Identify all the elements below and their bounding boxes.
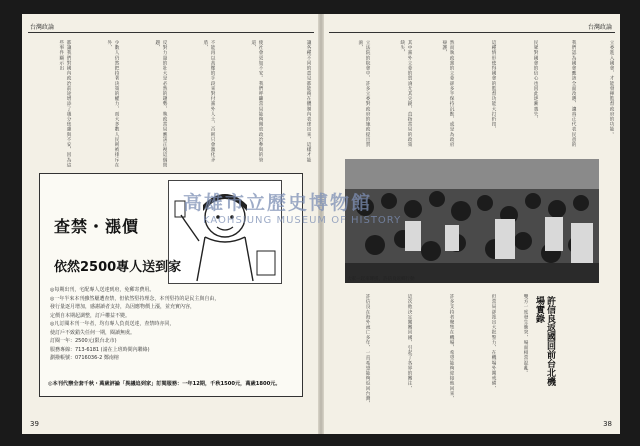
page-number-left: 39 [30, 420, 39, 428]
left-page [22, 14, 319, 434]
ad-line: ◎一年半來本刊雖然屢遭查禁，但依然堅持理念，本刊堅持的是民主與自由， [50, 295, 220, 302]
text-column: 反對力量的壯大是必然的趨勢，執政當局應該正視這個問題， [154, 40, 167, 168]
ad-line: 定價自本期起調整，訂戶權益不變。 [50, 312, 131, 319]
ad-line: 訂閱一年：2500元(限台北市) [50, 338, 117, 344]
article-title: 許信良返國回前台北機場實錄 [534, 296, 555, 386]
header-rule [329, 32, 615, 33]
ad-footer: ◎本刊代辦全套千秋・萬歲評論「異議追到家」訂閱服務：一年12期，千秋1500元，萬歲1800元。 [48, 381, 281, 387]
text-column: 民眾對國會的信心也因此逐漸喪失， [533, 40, 538, 122]
text-column: 我們認為國會應該全面改選，讓真正代表民意的 [571, 40, 576, 148]
ad-body [50, 286, 290, 363]
watermark-title: 高雄市立歷史博物館 [183, 192, 373, 214]
text-column: 其中黨外立委的質詢尤其尖銳，直指當局的政策缺失， [399, 40, 412, 148]
ad-subheadline: 依然2500專人送到家 [54, 260, 182, 275]
article-title-box [533, 296, 583, 392]
ad-line: ◎每期出刊，宅配專人送達到府，免郵寄費用。 [50, 287, 155, 293]
text-column: 讓各種不同的意見都能夠在體制內表達出來，這樣才能 [306, 40, 311, 163]
ad-line: 使訂戶不致錯失任何一期，閱讀無虞。 [50, 329, 136, 336]
text-column: 這種情形使得國會的監督功能大打折扣， [491, 40, 496, 132]
ad-headline: 查禁・漲價 [54, 217, 140, 236]
page-number-right: 38 [603, 420, 612, 428]
text-column: 立法院的院會中，許多立委對政府的施政提出質詢， [357, 40, 370, 148]
left-page-header: 台灣政論 [30, 24, 55, 31]
ad-line: 服務專線：713-6181 (請在上班時間內聯絡) [50, 346, 150, 353]
text-column: 許信良在海外流亡多年，一直希望能夠返回台灣， [365, 294, 370, 407]
ad-line: ◎凡訂閱本刊一年者，均有專人負責送達，查禁時亦同， [50, 321, 175, 327]
right-page-header: 台灣政論 [587, 24, 612, 31]
crowd-photo [345, 159, 599, 283]
text-column: 雙方一度發生衝突，場面相當混亂。 [523, 294, 528, 376]
right-page [323, 14, 620, 434]
header-rule [28, 32, 314, 33]
ad-line: 發行量逐月增加，感謝讀者支持，為因應物價上漲，並充實內容， [50, 304, 196, 310]
text-column: 但當局卻派出大批警力，在機場外圍戒備， [491, 294, 496, 391]
text-column: 然而執政黨的立委卻多半保持沉默，或是為政府辯護， [441, 40, 454, 148]
subscription-ad [39, 173, 303, 397]
magazine-spread [22, 14, 620, 434]
text-column: 不能再以高壓的手段來對付黨外人士，否則只會激化矛盾， [202, 40, 215, 163]
text-column: 使社會更加不安。我們呼籲當局能夠開放政治參與的管道， [250, 40, 263, 163]
text-column: 都讓我們對國內政治前途增添了幾分焦慮與不安，因為這些事件顯示出 [58, 40, 71, 168]
ad-line: 劃撥帳號：0716036-2 鄭南榕 [50, 355, 119, 361]
text-column: 許多支持者聚集在機場，希望能夠迎接他回來， [449, 294, 454, 402]
text-column: 這次他決定闖關回國，引起了各界的關注， [407, 294, 412, 391]
text-column: 立委進入國會，才能發揮監督政府的功能。 [609, 40, 614, 137]
text-column: 少數人仍然把持著決策的權力，而大多數人民則被排斥在外， [106, 40, 119, 168]
photo-caption: 大家一起來聲援，許信良返鄉行動 [347, 277, 415, 282]
watermark-subtitle: KAOHSIUNG MUSEUM OF HISTORY [203, 215, 402, 226]
cartoon-illustration [168, 180, 282, 284]
